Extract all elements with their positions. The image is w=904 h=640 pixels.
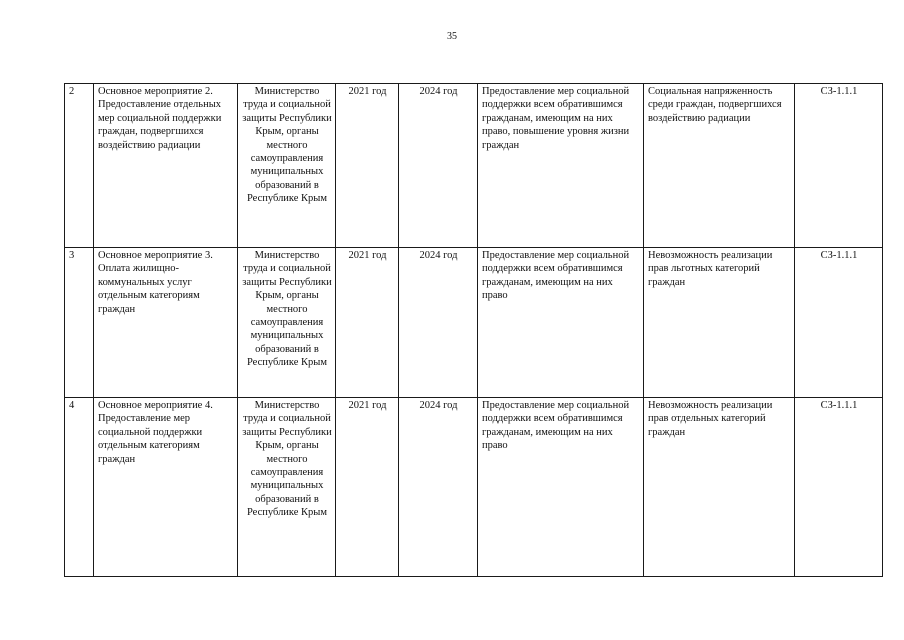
table-row [65,248,883,398]
start-year-cell: 2021 год [336,248,399,398]
measure-name-cell: Основное мероприятие 4. Предоставление мер социальной поддержки отдельным категориям граждан [94,398,238,577]
measure-name-cell: Основное мероприятие 2. Предоставление отдельных мер социальной поддержки граждан, подвергшихся воздействию радиации [94,84,238,248]
table-row [65,84,883,248]
expected-result-cell: Предоставление мер социальной поддержки всем обратившимся гражданам, имеющим на них право [478,248,644,398]
table-row [65,398,883,577]
start-year-cell: 2021 год [336,84,399,248]
end-year-cell: 2024 год [399,398,478,577]
row-number-cell: 3 [65,248,94,398]
measure-name-cell: Основное мероприятие 3. Оплата жилищно-коммунальных услуг отдельным категориям граждан [94,248,238,398]
indicator-code-cell: СЗ-1.1.1 [795,84,883,248]
indicator-code-cell: СЗ-1.1.1 [795,248,883,398]
expected-result-cell: Предоставление мер социальной поддержки всем обратившимся гражданам, имеющим на них право, повышение уровня жизни граждан [478,84,644,248]
responsible-executor-cell: Министерство труда и социальной защиты Республики Крым, органы местного самоуправления муниципальных образований в Республике Крым [238,248,336,398]
expected-result-cell: Предоставление мер социальной поддержки всем обратившимся гражданам, имеющим на них право [478,398,644,577]
start-year-cell: 2021 год [336,398,399,577]
row-number-cell: 4 [65,398,94,577]
indicator-code-cell: СЗ-1.1.1 [795,398,883,577]
responsible-executor-cell: Министерство труда и социальной защиты Республики Крым, органы местного самоуправления муниципальных образований в Республике Крым [238,398,336,577]
page-number: 35 [447,31,457,42]
responsible-executor-cell: Министерство труда и социальной защиты Республики Крым, органы местного самоуправления муниципальных образований в Республике Крым [238,84,336,248]
row-number-cell: 2 [65,84,94,248]
program-measures-table [64,83,883,577]
end-year-cell: 2024 год [399,84,478,248]
non-implementation-consequence-cell: Невозможность реализации прав льготных категорий граждан [644,248,795,398]
non-implementation-consequence-cell: Невозможность реализации прав отдельных категорий граждан [644,398,795,577]
end-year-cell: 2024 год [399,248,478,398]
non-implementation-consequence-cell: Социальная напряженность среди граждан, подвергшихся воздействию радиации [644,84,795,248]
